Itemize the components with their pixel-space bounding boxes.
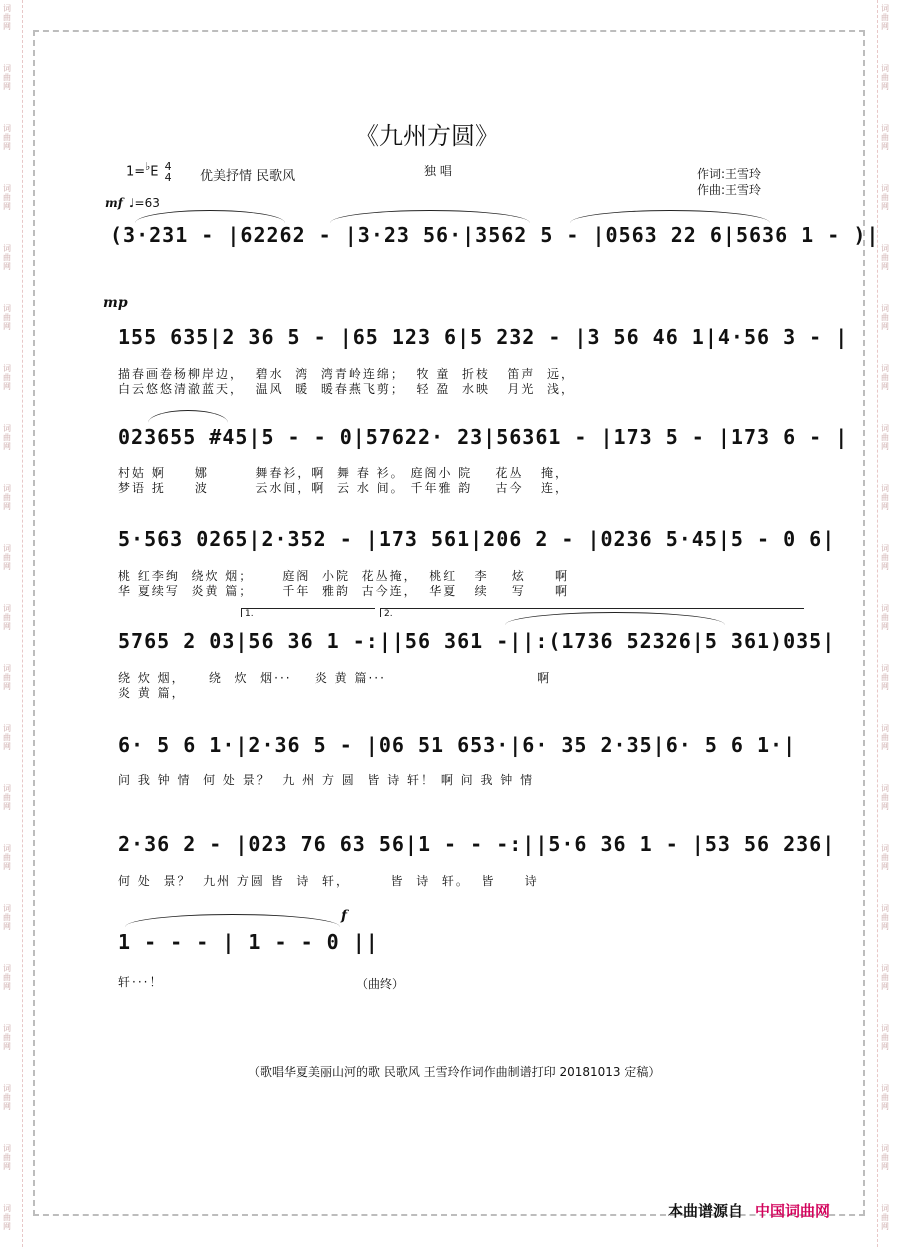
song-title: 《九州方圆》 bbox=[355, 122, 499, 150]
lyric-line: 绕 炊 烟， 绕 炊 烟··· 炎 黄 篇··· 啊 bbox=[118, 671, 552, 685]
dynamic-mp: mp bbox=[103, 295, 128, 311]
quarter-note-icon: ♩ bbox=[128, 196, 135, 210]
watermark-text: 词 曲 网 bbox=[881, 1204, 889, 1231]
watermark-text: 词 曲 网 bbox=[881, 724, 889, 751]
score-row-4: 5·563 0265|2·352 - |173 561|206 2 - |0236 5·45|5 - 0 6| bbox=[118, 527, 836, 551]
watermark-text: 词 曲 网 bbox=[881, 964, 889, 991]
watermark-text: 词 曲 网 bbox=[3, 124, 11, 151]
watermark-text: 词 曲 网 bbox=[3, 364, 11, 391]
watermark-text: 词 曲 网 bbox=[881, 664, 889, 691]
watermark-text: 词 曲 网 bbox=[881, 244, 889, 271]
credits bbox=[697, 166, 761, 198]
key-prefix: 1= bbox=[126, 164, 146, 180]
watermark-text: 词 曲 网 bbox=[881, 64, 889, 91]
watermark-text: 词 曲 网 bbox=[881, 844, 889, 871]
lyric-line: 桃 红李绚 绕炊 烟； 庭阁 小院 花丛掩， 桃红 李 炫 啊 bbox=[118, 569, 569, 583]
watermark-text: 词 曲 网 bbox=[881, 124, 889, 151]
lyric-line: 炎 黄 篇， bbox=[118, 686, 186, 700]
watermark-text: 词 曲 网 bbox=[3, 64, 11, 91]
watermark-text: 词 曲 网 bbox=[881, 424, 889, 451]
footer-note: （歌唱华夏美丽山河的歌 民歌风 王雪玲作词作曲制谱打印 20181013 定稿） bbox=[248, 1065, 661, 1079]
watermark-text: 词 曲 网 bbox=[3, 484, 11, 511]
score-row-8: 1 - - - | 1 - - 0 || bbox=[118, 930, 379, 954]
tempo-marking bbox=[105, 196, 160, 210]
style-label: 优美抒情 民歌风 bbox=[200, 169, 296, 184]
source-text: 本曲谱源自 bbox=[668, 1202, 744, 1220]
watermark-text: 词 曲 网 bbox=[3, 184, 11, 211]
lyric-line: 村姑 婀 娜 舞春衫，啊 舞 春 衫。 庭阁小 院 花丛 掩， bbox=[118, 466, 569, 480]
watermark-text: 词 曲 网 bbox=[881, 4, 889, 31]
end-mark: （曲终） bbox=[356, 977, 405, 991]
lyric-line: 白云悠悠清澈蓝天， 温风 暖 暖春燕飞剪； 轻 盈 水映 月光 浅， bbox=[118, 382, 576, 396]
watermark-text: 词 曲 网 bbox=[881, 484, 889, 511]
key-letter: E bbox=[150, 164, 159, 180]
lyric-line: 何 处 景？ 九州 方圆 皆 诗 轩， 皆 诗 轩。 皆 诗 bbox=[118, 874, 539, 888]
right-watermark-strip bbox=[877, 0, 900, 1247]
watermark-text: 词 曲 网 bbox=[3, 844, 11, 871]
score-row-7: 2·36 2 - |023 76 63 56|1 - - -:||5·6 36 1 - |53 56 236| bbox=[118, 832, 836, 856]
watermark-text: 词 曲 网 bbox=[881, 904, 889, 931]
watermark-text: 词 曲 网 bbox=[3, 904, 11, 931]
left-watermark-strip bbox=[0, 0, 23, 1247]
watermark-text: 词 曲 网 bbox=[881, 604, 889, 631]
watermark-text: 词 曲 网 bbox=[881, 1144, 889, 1171]
time-top: 4 bbox=[164, 159, 172, 173]
watermark-text: 词 曲 网 bbox=[3, 1204, 11, 1231]
lyric-line: 梦语 抚 波 云水间，啊 云 水 间。 千年雅 韵 古今 连， bbox=[118, 481, 569, 495]
watermark-text: 词 曲 网 bbox=[3, 604, 11, 631]
watermark-text: 词 曲 网 bbox=[3, 724, 11, 751]
watermark-text: 词 曲 网 bbox=[3, 1144, 11, 1171]
watermark-text: 词 曲 网 bbox=[881, 544, 889, 571]
source-brand-link[interactable]: 中国词曲网 bbox=[755, 1202, 831, 1220]
watermark-text: 词 曲 网 bbox=[881, 1084, 889, 1111]
flat-sign: ♭ bbox=[145, 160, 151, 173]
score-row-6: 6· 5 6 1·|2·36 5 - |06 51 653·|6· 35 2·35|6· 5 6 1·| bbox=[118, 733, 797, 757]
lyric-line: 轩···！ bbox=[118, 975, 164, 989]
watermark-text: 词 曲 网 bbox=[3, 964, 11, 991]
watermark-text: 词 曲 网 bbox=[3, 4, 11, 31]
score-row-3: 023655 #45|5 - - 0|57622· 23|56361 - |173 5 - |173 6 - | bbox=[118, 425, 849, 449]
lyricist: 作词:王雪玲 bbox=[697, 167, 762, 181]
dynamic-f: f bbox=[341, 908, 348, 924]
watermark-text: 词 曲 网 bbox=[3, 1084, 11, 1111]
watermark-text: 词 曲 网 bbox=[3, 784, 11, 811]
tempo-value: =63 bbox=[134, 196, 160, 210]
lyric-line: 华 夏续写 炎黄 篇； 千年 雅韵 古今连， 华夏 续 写 啊 bbox=[118, 584, 569, 598]
performance-label: 独 唱 bbox=[424, 164, 452, 178]
volta-2: 2. bbox=[380, 608, 804, 617]
time-bottom: 4 bbox=[164, 170, 172, 184]
watermark-text: 词 曲 网 bbox=[881, 1024, 889, 1051]
watermark-text: 词 曲 网 bbox=[881, 184, 889, 211]
watermark-text: 词 曲 网 bbox=[3, 424, 11, 451]
watermark-text: 词 曲 网 bbox=[3, 664, 11, 691]
source-credit bbox=[668, 1200, 830, 1221]
volta-1: 1. bbox=[241, 608, 375, 617]
score-row-1: (3·231 - |62262 - |3·23 56·|3562 5 - |0563 22 6|5636 1 - )| bbox=[110, 223, 880, 247]
watermark-text: 词 曲 网 bbox=[3, 244, 11, 271]
lyric-line: 描春画卷杨柳岸边， 碧水 湾 湾青岭连绵； 牧 童 折枝 笛声 远， bbox=[118, 367, 576, 381]
composer: 作曲:王雪玲 bbox=[697, 183, 762, 197]
watermark-text: 词 曲 网 bbox=[3, 304, 11, 331]
watermark-text: 词 曲 网 bbox=[881, 784, 889, 811]
watermark-text: 词 曲 网 bbox=[3, 544, 11, 571]
score-row-2: 155 635|2 36 5 - |65 123 6|5 232 - |3 56 46 1|4·56 3 - | bbox=[118, 325, 849, 349]
time-signature bbox=[165, 161, 172, 183]
watermark-text: 词 曲 网 bbox=[881, 304, 889, 331]
lyric-line: 问 我 钟 情 何 处 景？ 九 州 方 圆 皆 诗 轩！ 啊 问 我 钟 情 bbox=[118, 773, 535, 787]
watermark-text: 词 曲 网 bbox=[881, 364, 889, 391]
key-signature bbox=[126, 160, 172, 183]
dynamic-mf: mf bbox=[105, 196, 123, 210]
watermark-text: 词 曲 网 bbox=[3, 1024, 11, 1051]
score-row-5: 5765 2 03|56 36 1 -:||56 361 -||:(1736 52326|5 361)035| bbox=[118, 629, 836, 653]
